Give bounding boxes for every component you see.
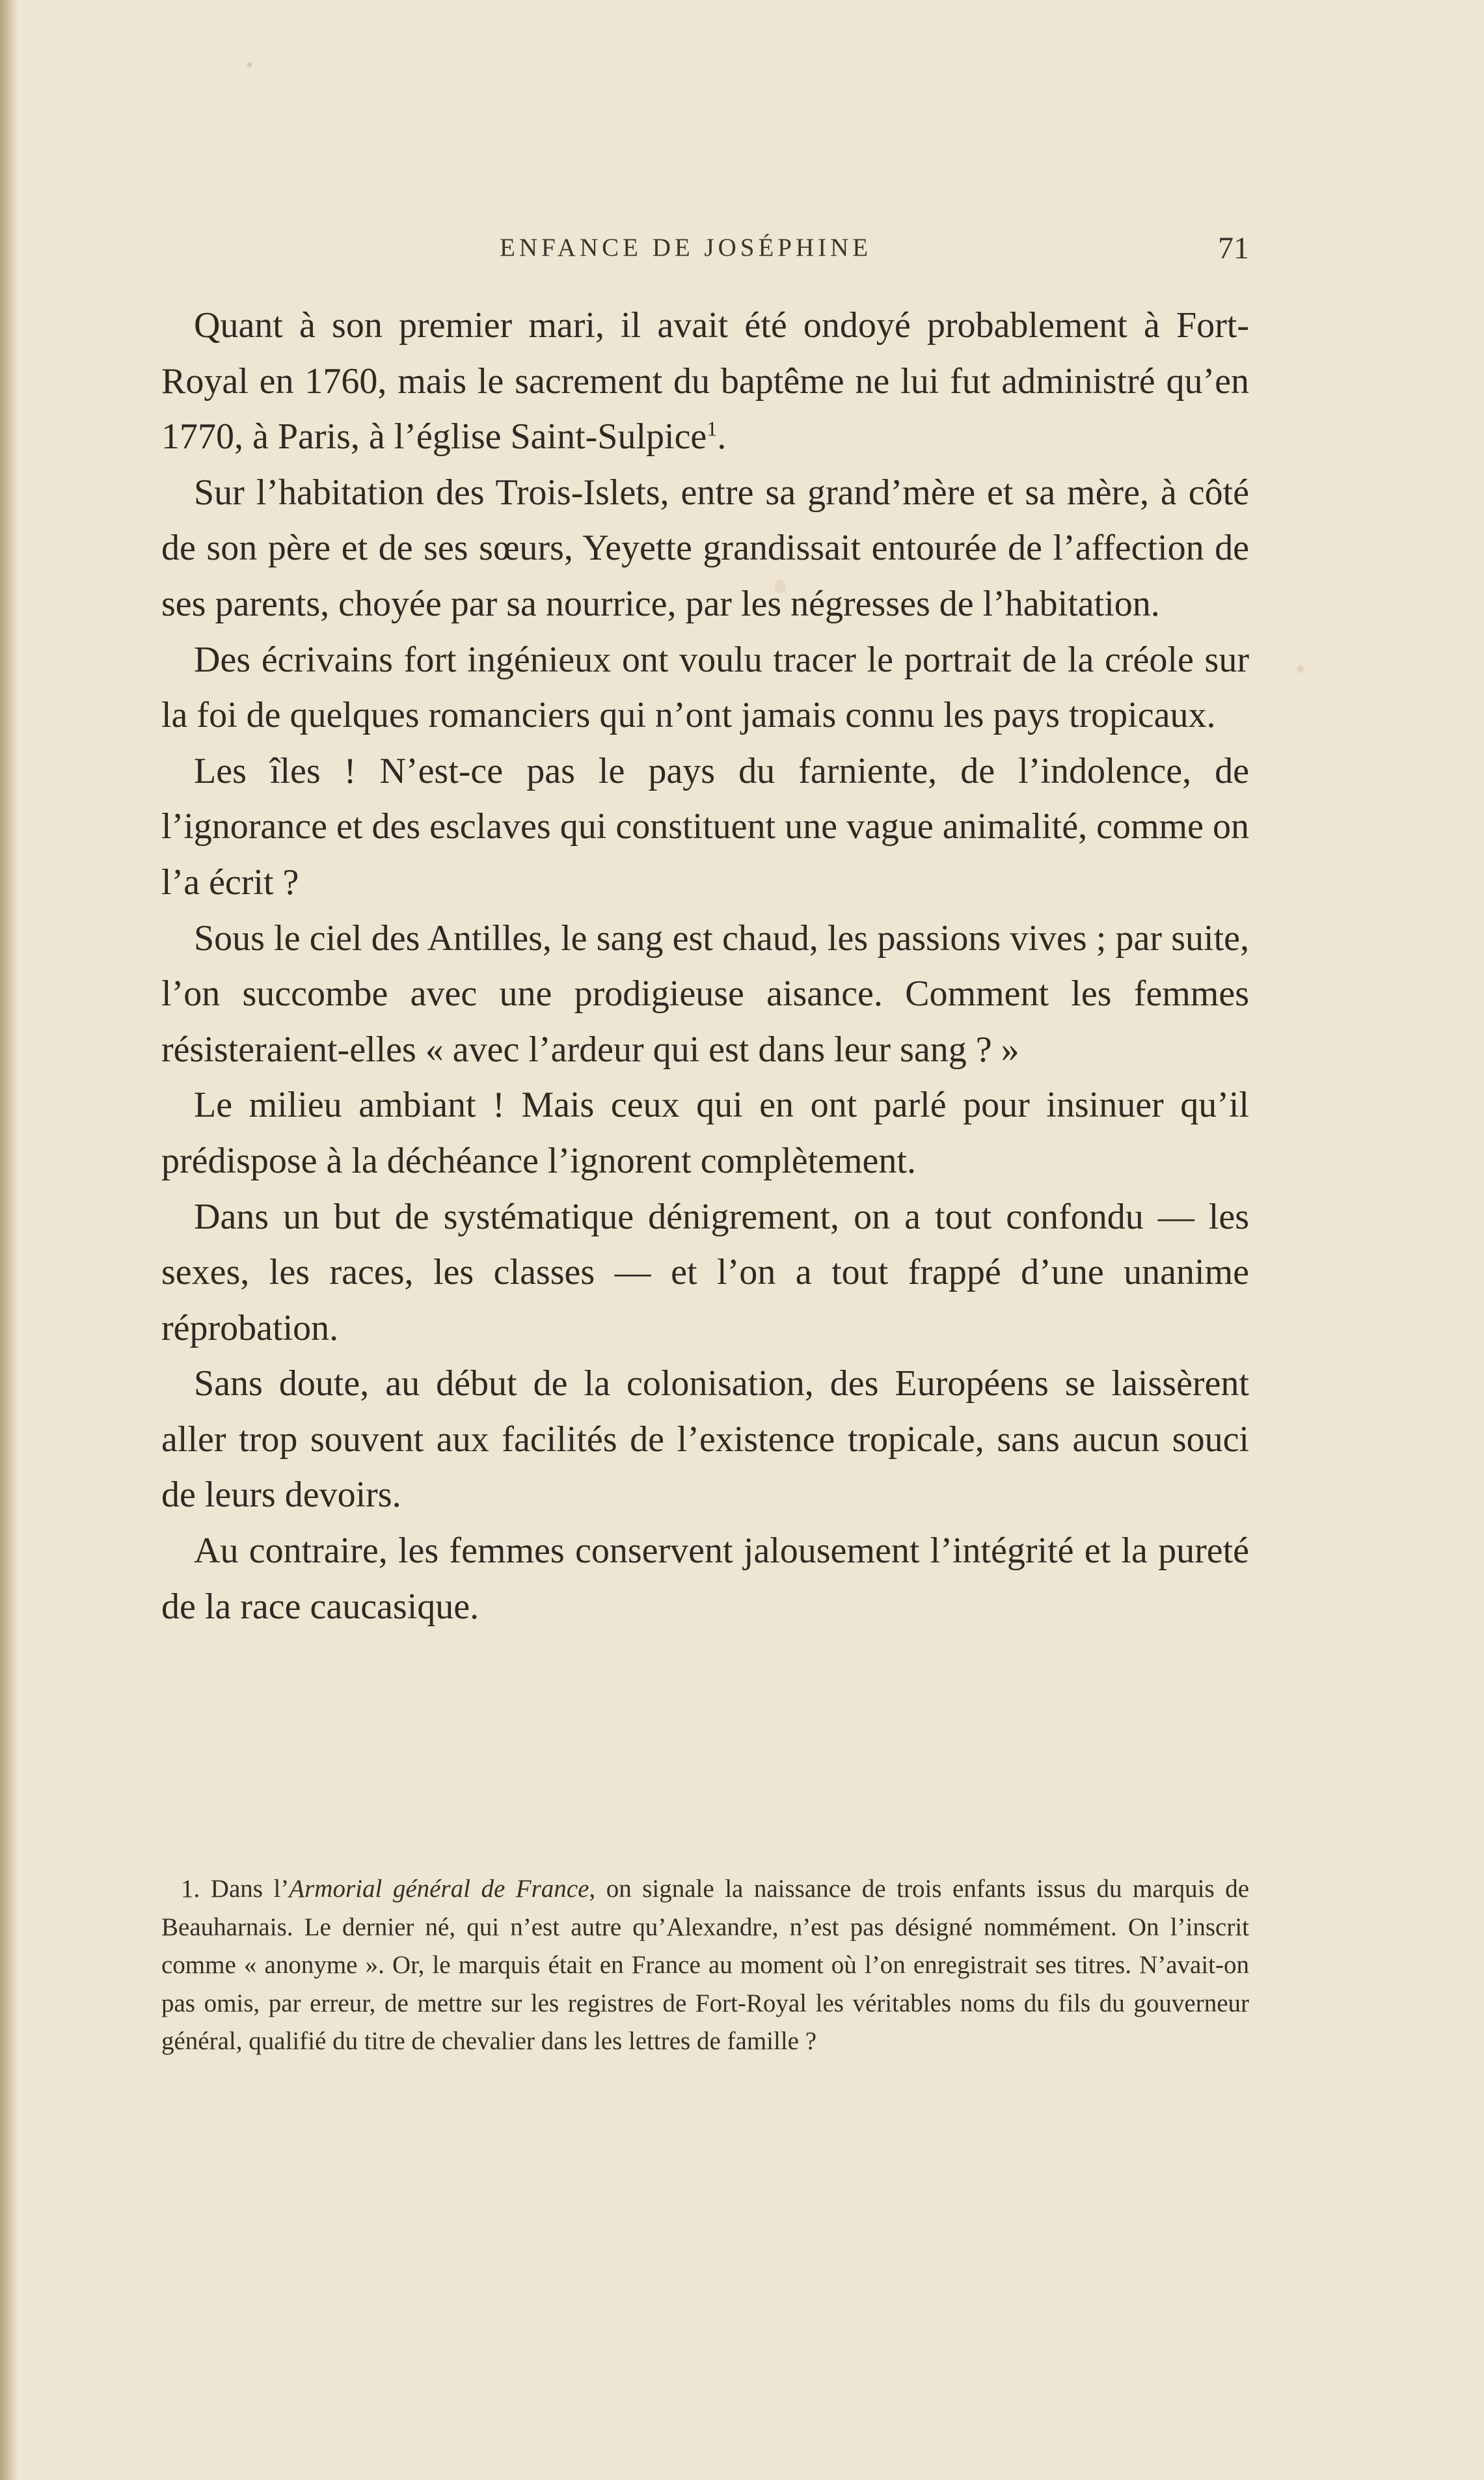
paragraph-text: Quant à son premier mari, il avait été ondoyé probablement à Fort-Royal en 1760, mais le sacrement du baptême ne lui fut administré qu’en 1770, à Paris, à l’église Saint-Sulpice	[161, 305, 1249, 457]
page-binding-edge	[0, 0, 18, 2480]
main-text	[161, 298, 1249, 1635]
footnotes	[161, 1870, 1249, 2061]
paper-speck	[247, 62, 252, 67]
footnote-prefix: Dans l’	[210, 1875, 290, 1903]
paragraph: Dans un but de systématique dénigrement, on a tout confondu — les sexes, les races, les classes — et l’on a tout frappé d’une unanime réprobation.	[161, 1196, 1249, 1348]
footnote-italic-title: Armorial général de France	[289, 1875, 589, 1903]
paragraph: Sur l’habitation des Trois-Islets, entre sa grand’mère et sa mère, à côté de son père et de ses sœurs, Yeyette grandissait entourée de l’affection de ses parents, choyée par sa nourrice, par les négresses de l’habitation.	[161, 472, 1249, 624]
paragraph: Des écrivains fort ingénieux ont voulu tracer le portrait de la créole sur la foi de quelques romanciers qui n’ont jamais connu les pays tropicaux.	[161, 639, 1249, 736]
paragraph: Le milieu ambiant ! Mais ceux qui en ont parlé pour insinuer qu’il prédispose à la déchéance l’ignorent complètement.	[161, 1085, 1249, 1181]
paragraph	[161, 298, 1249, 465]
footnote-number: 1.	[181, 1875, 200, 1903]
page-header	[161, 233, 1249, 279]
paper-speck	[1297, 665, 1304, 673]
paragraph: Les îles ! N’est-ce pas le pays du farniente, de l’indolence, de l’ignorance et des esclaves qui constituent une vague animalité, comme on l’a écrit ?	[161, 750, 1249, 903]
paragraph-text-end: .	[717, 416, 727, 457]
paragraph: Au contraire, les femmes conservent jalousement l’intégrité et la pureté de la race caucasique.	[161, 1531, 1249, 1627]
page-number: 71	[1218, 231, 1249, 266]
paragraph: Sous le ciel des Antilles, le sang est chaud, les passions vives ; par suite, l’on succombe avec une prodigieuse aisance. Comment les femmes résisteraient-elles « avec l’ardeur qui est dans leur sang ? »	[161, 918, 1249, 1070]
footnote	[161, 1870, 1249, 2061]
running-title: ENFANCE DE JOSÉPHINE	[500, 234, 872, 262]
footnote-text: , on signale la naissance de trois enfants issus du marquis de Beauharnais. Le dernier né, qui n’est autre qu’Alexandre, n’est pas désigné nommément. On l’inscrit comme « anonyme ». Or, le marquis était en France au moment où l’on enregistrait ses titres. N’avait-on pas omis, par erreur, de mettre sur les registres de Fort-Royal les véritables noms du fils du gouverneur général, qualifié du titre de chevalier dans les lettres de famille ?	[161, 1875, 1250, 2056]
paragraph: Sans doute, au début de la colonisation, des Européens se laissèrent aller trop souvent aux facilités de l’existence tropicale, sans aucun souci de leurs devoirs.	[161, 1363, 1249, 1516]
footnote-marker: 1	[707, 416, 718, 441]
